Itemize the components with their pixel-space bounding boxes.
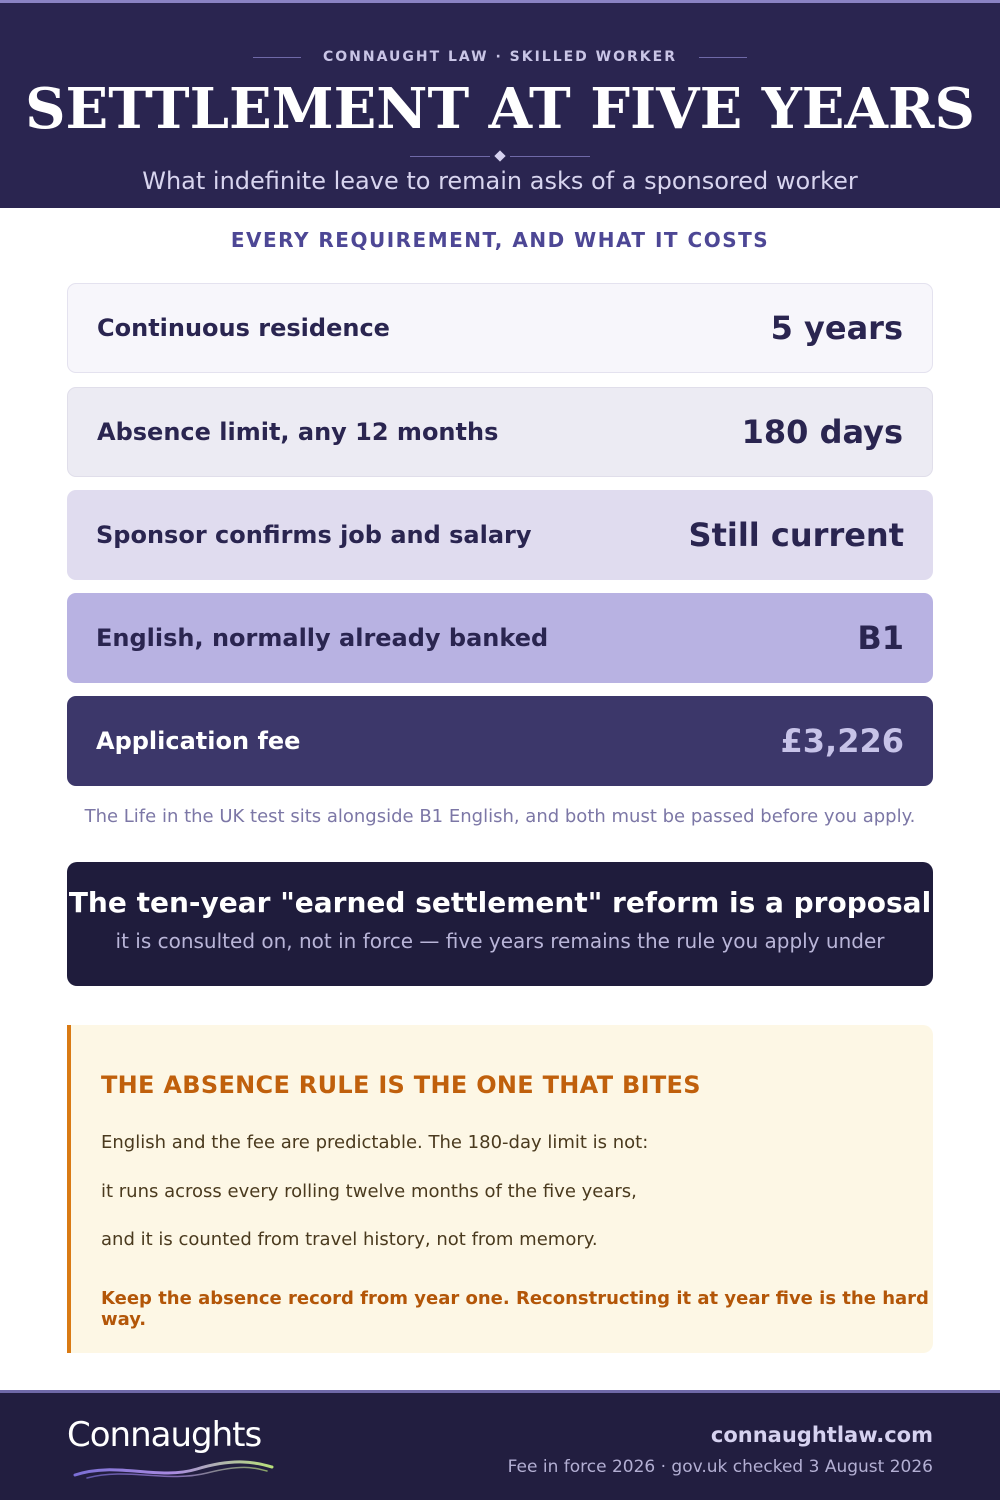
- callout-title: THE ABSENCE RULE IS THE ONE THAT BITES: [101, 1071, 701, 1099]
- section-heading: EVERY REQUIREMENT, AND WHAT IT COSTS: [230, 228, 770, 252]
- proposal-title: The ten-year "earned settlement" reform is a proposal: [68, 886, 932, 919]
- callout-emphasis: Keep the absence record from year one. Reconstructing it at year five is the hard way.: [101, 1288, 929, 1330]
- title-divider: [0, 152, 1000, 160]
- callout-line: and it is counted from travel history, not from memory.: [101, 1229, 598, 1250]
- requirement-label: Absence limit, any 12 months: [97, 418, 499, 446]
- logo-swoosh-icon: [67, 1459, 277, 1481]
- footnote: The Life in the UK test sits alongside B1 English, and both must be passed before you apply.: [84, 806, 916, 827]
- requirement-row-absence: [67, 387, 933, 477]
- requirement-value: 5 years: [770, 309, 903, 347]
- callout-line: English and the fee are predictable. The 180-day limit is not:: [101, 1132, 649, 1153]
- callout-line: it runs across every rolling twelve months of the five years,: [101, 1181, 637, 1202]
- requirement-label: Sponsor confirms job and salary: [96, 521, 532, 549]
- diamond-icon: [494, 150, 505, 161]
- divider-rule-right: [510, 156, 590, 157]
- kicker-rule-right: [699, 57, 747, 58]
- logo-text: Connaughts: [67, 1415, 262, 1455]
- requirement-value: B1: [857, 619, 904, 657]
- divider-rule-left: [410, 156, 490, 157]
- website-link[interactable]: connaughtlaw.com: [710, 1423, 933, 1447]
- proposal-subtitle: it is consulted on, not in force — five years remains the rule you apply under: [115, 929, 885, 953]
- requirement-row-sponsor: [67, 490, 933, 580]
- requirement-label: Continuous residence: [97, 314, 390, 342]
- requirement-row-residence: [67, 283, 933, 373]
- logo: [67, 1415, 287, 1485]
- page-subtitle: What indefinite leave to remain asks of a sponsored worker: [142, 167, 858, 195]
- proposal-box: [67, 862, 933, 986]
- kicker-row: [0, 49, 1000, 65]
- requirement-row-english: [67, 593, 933, 683]
- requirement-value: 180 days: [741, 413, 903, 451]
- absence-callout: [67, 1025, 933, 1353]
- requirement-label: English, normally already banked: [96, 624, 549, 652]
- page-title: SETTLEMENT AT FIVE YEARS: [25, 76, 975, 142]
- header: [0, 0, 1000, 208]
- requirement-value: £3,226: [780, 722, 904, 760]
- requirement-value: Still current: [688, 516, 904, 554]
- footer-meta: Fee in force 2026 · gov.uk checked 3 August 2026: [507, 1457, 933, 1477]
- kicker-rule-left: [253, 57, 301, 58]
- requirement-row-fee: [67, 696, 933, 786]
- footer: [0, 1390, 1000, 1500]
- kicker: CONNAUGHT LAW · SKILLED WORKER: [322, 49, 677, 65]
- requirement-label: Application fee: [96, 727, 301, 755]
